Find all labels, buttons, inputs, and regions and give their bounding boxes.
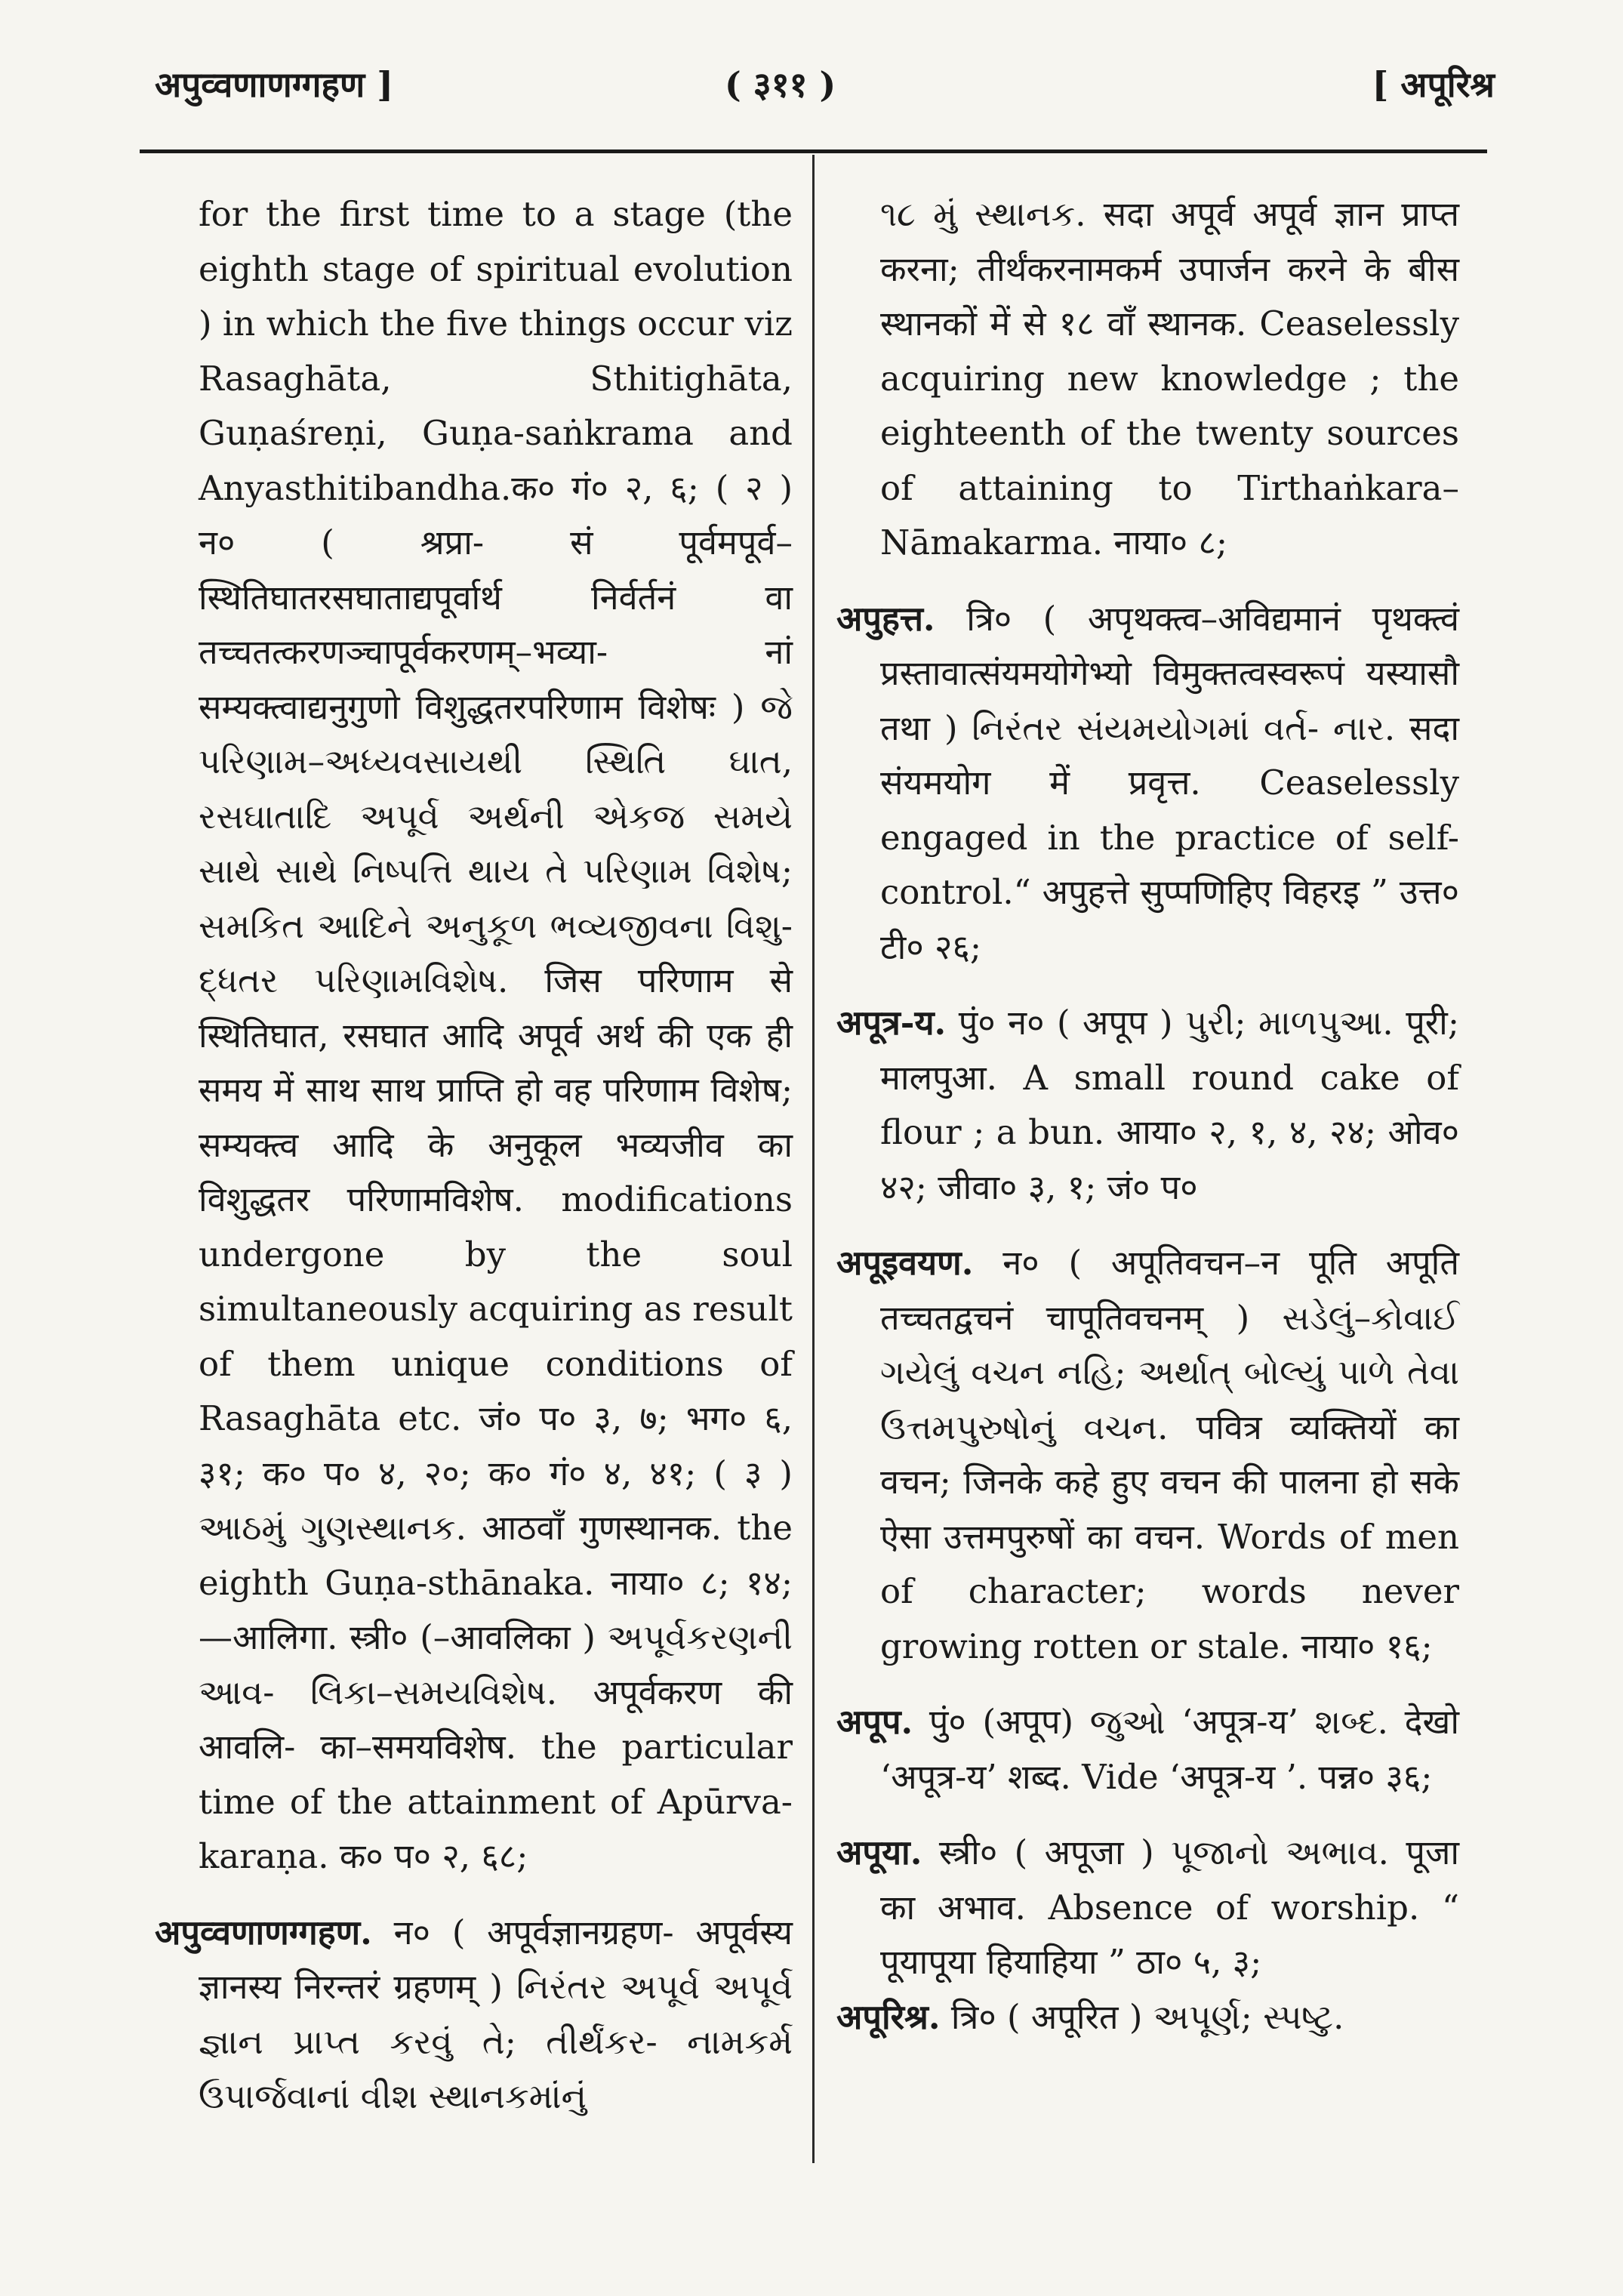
dictionary-entry (155, 1906, 793, 2125)
entry-body: त्रि० ( अपूरित ) અપૂર્ણ; સ્પષ્ટુ. (950, 1996, 1344, 2037)
entry-body: न० ( अपूतिवचन–न पूति अपूति तच्चतद्वचनं चापूतिवचनम् ) સડેલું–કોવાઈ ગયેલું વચન નહિ; અર્થાત્ બોલ્યું પાળે તેવા ઉત્તમપુરુષોનું વચન. पवित्र व्यक्तियों का वचन; जिनके कहे हुए वचन की पालना हो सके ऐसा उत्तमपुरुषों का वचन. Words of men of character; words never growing rotten or stale. नाया० १६; (880, 1243, 1459, 1666)
entry-headword: अपूत्र-य. (836, 1003, 947, 1043)
entry-headword: अपूरिश्र. (836, 1996, 941, 2037)
entry-body: पुं० न० ( अपूप ) પુરી; માળપુઆ. पूरी; मालपुआ. A small round cake of flour ; a bun. आया० २, १, ४, २४; ओव० ४२; जीवा० ३, १; जं० प० (880, 1003, 1459, 1207)
dictionary-entry (836, 1695, 1459, 1804)
continued-entry-text: ૧૮ મું સ્થાનક. सदा अपूर्व अपूर्व ज्ञान प्राप्त करना; तीर्थंकरनामकर्म उपार्जन करने के बीस स्थानकों में से १८ वाँ स्थानक. Ceaselessly acquiring new knowledge ; the eighteenth of the twenty sources of attaining to Tirthaṅkara–Nāmakarma. नाया० ८; (880, 194, 1459, 562)
entry-headword: अपुव्वणाणग्गहण. (155, 1912, 372, 1952)
continued-entry-text: for the first time to a stage (the eighth stage of spiritual evolution ) in which the five things occur viz Rasaghāta, Sthitighāta, Guṇaśreṇi, Guṇa-saṅkrama and Anyasthitibandha.क० गं० २, ६; ( २ ) न० ( श्रप्रा- सं पूर्वमपूर्व–स्थितिघातरसघाताद्यपूर्वार्थ निर्वर्तनं वा तच्चतत्करणञ्चापूर्वकरणम्–भव्या- नां सम्यक्त्वाद्यनुगुणो विशुद्धतरपरिणाम विशेषः ) જે પરિણામ–અધ્યવસાયથી સ્થિતિ ઘાત, રસઘાતાદિ અપૂર્વ અર્થની એકજ સમયે સાથે સાથે નિષ્પત્તિ થાય તે પરિણામ વિશેષ; સમકિત આદિને અનુકૂળ ભવ્યજીવના વિશુ- દ્ધતર પરિણામવિશેષ. जिस परिणाम से स्थितिघात, रसघात आदि अपूर्व अर्थ की एक ही समय में साथ साथ प्राप्ति हो वह परिणाम विशेष; सम्यक्त्व आदि के अनुकूल भव्यजीव का विशुद्धतर परिणामविशेष. modifications undergone by the soul simultaneously acquiring as result of them unique conditions of Rasaghāta etc. जं० प० ३, ७; भग० ६, ३१; क० प० ४, २०; क० गं० ४, ४१; ( ३ ) આઠમું ગુણસ્થાનક. आठवाँ गुणस्थानक. the eighth Guṇa-sthānaka. नाया० ८; १४;—आलिगा. स्त्री० (–आवलिका ) અપૂર્વકરણની આવ- લિકા–સમયવિશેષ. अपूर्वकरण की आवलि- का–समयविशेष. the particular time of the attainment of Apūrva-karaṇa. क० प० २, ६८; (199, 194, 793, 1876)
entry-body: न० ( अपूर्वज्ञानग्रहण- अपूर्वस्य ज्ञानस्य निरन्तरं ग्रहणम् ) નિરંતર અપૂર્વ અપૂર્વ જ્ઞાન પ્રાપ્ત કરવું તે; તીર્થંકર- નામકર્મ ઉપાર્જવાનાં વીશ સ્થાનકમાંનું (199, 1912, 793, 2116)
left-column (155, 187, 793, 2125)
dictionary-entry (836, 1990, 1459, 2045)
dictionary-entry (836, 592, 1459, 975)
page-number: ( ३११ ) (725, 64, 836, 105)
header-left-guideword: अपुव्वणाणग्गहण ] (155, 64, 393, 105)
entry-headword: अपुहत्त. (836, 598, 935, 639)
entry-body: पुं० (अपूप) જુઓ ‘अपूत्र-य’ શબ્દ. देखो ‘अपूत्र-य’ शब्द. Vide ‘अपूत्र-य ’. पन्न० ३६; (880, 1702, 1459, 1797)
dictionary-entry (836, 1236, 1459, 1674)
dictionary-entry (836, 996, 1459, 1215)
header-right-guideword: [ अपूरिश्र (1372, 64, 1495, 105)
entry-headword: अपूया. (836, 1832, 922, 1872)
entry-body: स्त्री० ( अपूजा ) પૂજાનો અભાવ. पूजा का अभाव. Absence of worship. “ पूयापूया हियाहिया ” ठा० ५, ३; (880, 1832, 1459, 1982)
entry-headword: अपूइवयण. (836, 1243, 974, 1283)
dictionary-entry (836, 1826, 1459, 1990)
entry-headword: अपूप. (836, 1702, 913, 1742)
right-column (836, 187, 1459, 2045)
column-divider (812, 155, 815, 2163)
page-header (155, 53, 1495, 113)
entry-body: त्रि० ( अपृथक्त्व–अविद्यमानं पृथक्त्वं प्रस्तावात्संयमयोगेभ्यो विमुक्तत्वस्वरूपं यस्यासौ तथा ) નિરંતર સંયમયોગમાં વર્ત- નાર. सदा संयमयोग में प्रवृत्त. Ceaselessly engaged in the practice of self-control.“ अपुहत्ते सुप्पणिहिए विहरइ ” उत्त० टी० २६; (880, 598, 1459, 967)
header-rule (140, 149, 1487, 153)
